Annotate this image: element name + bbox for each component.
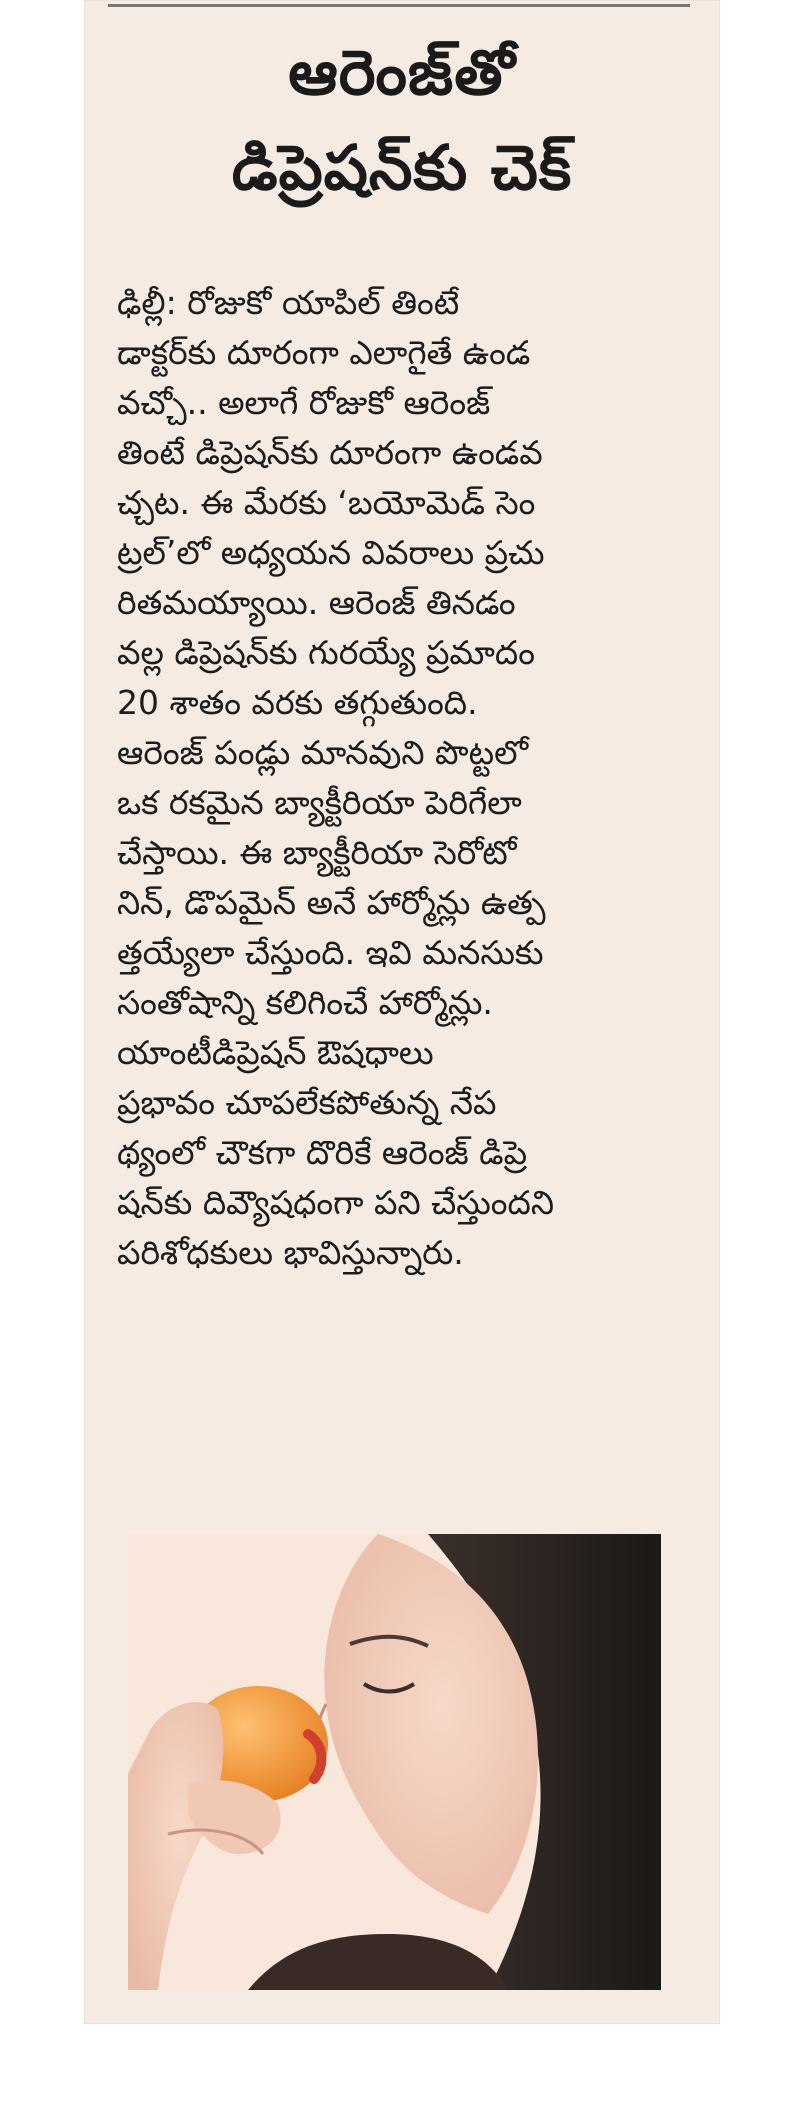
article-line: యాంటీడిప్రెషన్ ఔషధాలు: [117, 1033, 434, 1072]
article-line: ట్రల్’లో అధ్యయన వివరాలు ప్రచు: [117, 533, 545, 572]
article-line: వల్ల డిప్రెషన్‌కు గురయ్యే ప్రమాదం: [117, 633, 535, 672]
top-divider: [108, 4, 690, 7]
headline: [84, 36, 720, 230]
headline-line-1: ఆరెంజ్‌తో: [288, 36, 516, 109]
headline-line-2: డిప్రెషన్‌కు చెక్: [231, 131, 573, 204]
photo-illustration: [128, 1534, 661, 1990]
article-line: సంతోషాన్ని కలిగించే హార్మోన్లు.: [117, 983, 493, 1022]
article-line: పరిశోధకులు భావిస్తున్నారు.: [117, 1233, 464, 1272]
article-line: వచ్చో.. అలాగే రోజుకో ఆరెంజ్: [117, 383, 491, 422]
article-line: ప్రభావం చూపలేకపోతున్న నేప: [117, 1083, 497, 1122]
article-line: నిన్, డొపమైన్ అనే హార్మోన్లు ఉత్ప: [117, 883, 546, 922]
article-line: రితమయ్యాయి. ఆరెంజ్ తినడం: [117, 583, 516, 622]
article-line: 20 శాతం వరకు తగ్గుతుంది.: [117, 683, 478, 722]
article-line: ఆరెంజ్ పండ్లు మానవుని పొట్టలో: [117, 733, 529, 772]
article-line: చేస్తాయి. ఈ బ్యాక్టీరియా సెరోటో: [117, 833, 517, 872]
article-body: [117, 280, 673, 1280]
article-line: చ్చట. ఈ మేరకు ‘బయోమెడ్ సెం: [117, 483, 536, 522]
article-line: ఢిల్లీ: రోజుకో యాపిల్ తింటే: [117, 283, 460, 322]
article-line: ఒక రకమైన బ్యాక్టీరియా పెరిగేలా: [117, 783, 522, 822]
article-line: షన్‌కు దివ్యౌషధంగా పని చేస్తుందని: [117, 1183, 555, 1222]
article-line: తింటే డిప్రెషన్‌కు దూరంగా ఉండవ: [117, 433, 543, 472]
article-line: త్తయ్యేలా చేస్తుంది. ఇవి మనసుకు: [117, 933, 544, 972]
article-line: డాక్టర్‌కు దూరంగా ఎలాగైతే ఉండ: [117, 333, 531, 372]
article-line: థ్యంలో చౌకగా దొరికే ఆరెంజ్ డిప్రె: [117, 1133, 528, 1172]
woman-eating-orange-photo: [128, 1534, 661, 1990]
